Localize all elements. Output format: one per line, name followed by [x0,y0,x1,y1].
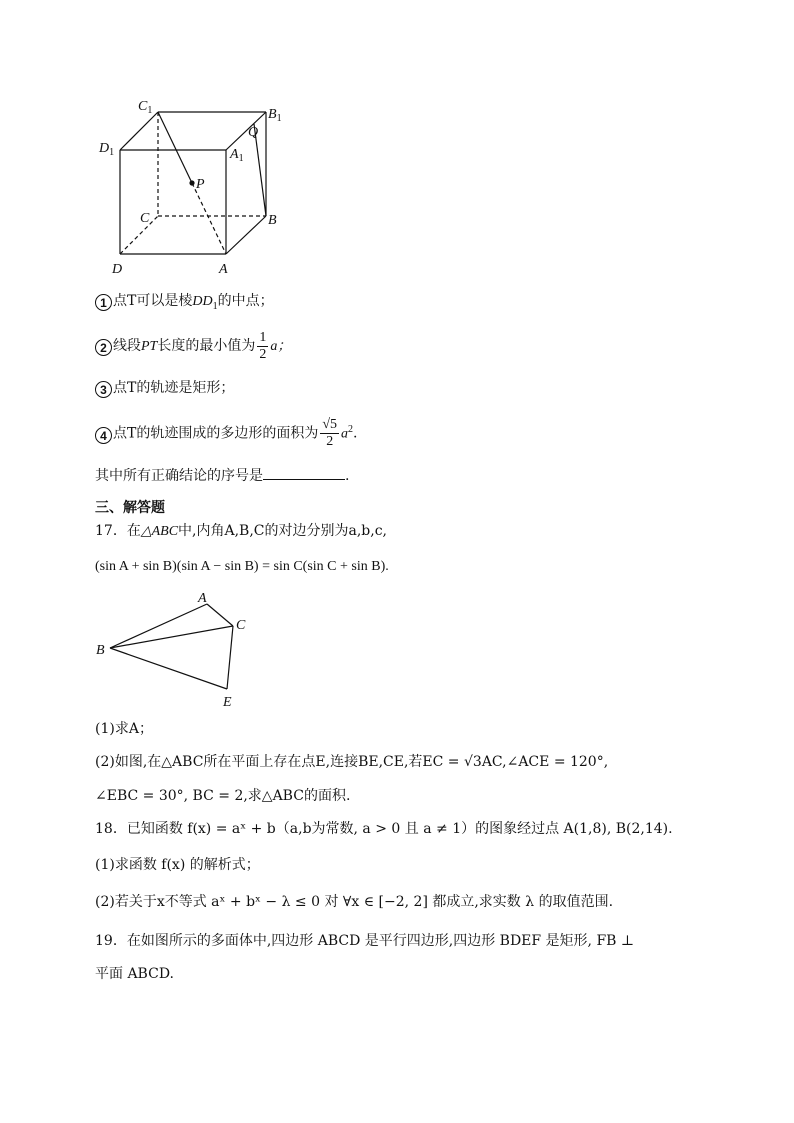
q18-stem: 18．已知函数 f(x) = aˣ + b（a,b为常数, a > 0 且 a ≠ 1）的图象经过点 A(1,8), B(2,14). [95,821,673,837]
q17-equation: (sin A + sin B)(sin A − sin B) = sin C(sin C + sin B). [95,559,389,574]
label-d: D [112,262,123,277]
statement-3: 3 点T的轨迹是矩形； [95,378,234,398]
label-c: C [140,211,150,226]
label-d1: $D_1$ [99,141,115,158]
tri-label-b: B [96,643,105,658]
tri-label-a: A [198,591,207,606]
label-p: P [196,177,205,192]
q19-stem: 19．在如图所示的多面体中,四边形 ABCD 是平行四边形,四边形 BDEF 是矩形, FB ⊥ [95,933,635,949]
label-a1: $A_1$ [230,147,244,164]
q17-stem: 17．在△ABC中,内角A,B,C的对边分别为a,b,c, [95,523,388,539]
q17-part1: (1)求A； [95,721,153,737]
q17-part2-b: ∠EBC = 30°, BC = 2,求△ABC的面积. [95,788,351,804]
label-a: A [219,262,228,277]
label-b1: $B_1$ [268,107,282,124]
point-p [189,180,194,185]
tri-label-e: E [223,695,232,710]
label-q: Q [248,125,259,140]
cube-figure [92,92,302,282]
label-c1: $C_1$ [138,99,153,116]
triangle-figure [92,588,262,712]
statement-2: 2 线段PT长度的最小值为 $\frac{1}{2}$ a； [95,326,291,366]
q18-part2: (2)若关于x不等式 aˣ + bˣ − λ ≤ 0 对 ∀x ∈ [−2, 2] 都成立,求实数 λ 的取值范围. [95,894,614,910]
answer-blank [263,465,345,480]
tri-label-c: C [236,618,246,633]
fill-question: 其中所有正确结论的序号是 . [95,465,349,486]
label-b: B [268,213,277,228]
q19-stem-cont: 平面 ABCD. [95,966,174,982]
section-title: 三、解答题 [95,500,165,516]
q17-part2-a: (2)如图,在△ABC所在平面上存在点E,连接BE,CE,若EC = √3AC,∠ACE = 120°, [95,754,609,770]
statement-1: 1 点T可以是棱$DD_1$的中点； [95,291,274,317]
q18-part1: (1)求函数 f(x) 的解析式； [95,857,260,873]
fraction-sqrt5-over-2: $\frac{√5}{2}$ [322,417,338,450]
statement-4: 4 点T的轨迹围成的多边形的面积为 $\frac{√5}{2}$ $a^2$. [95,408,357,452]
fraction-half: $\frac{1}{2}$ [259,329,267,362]
